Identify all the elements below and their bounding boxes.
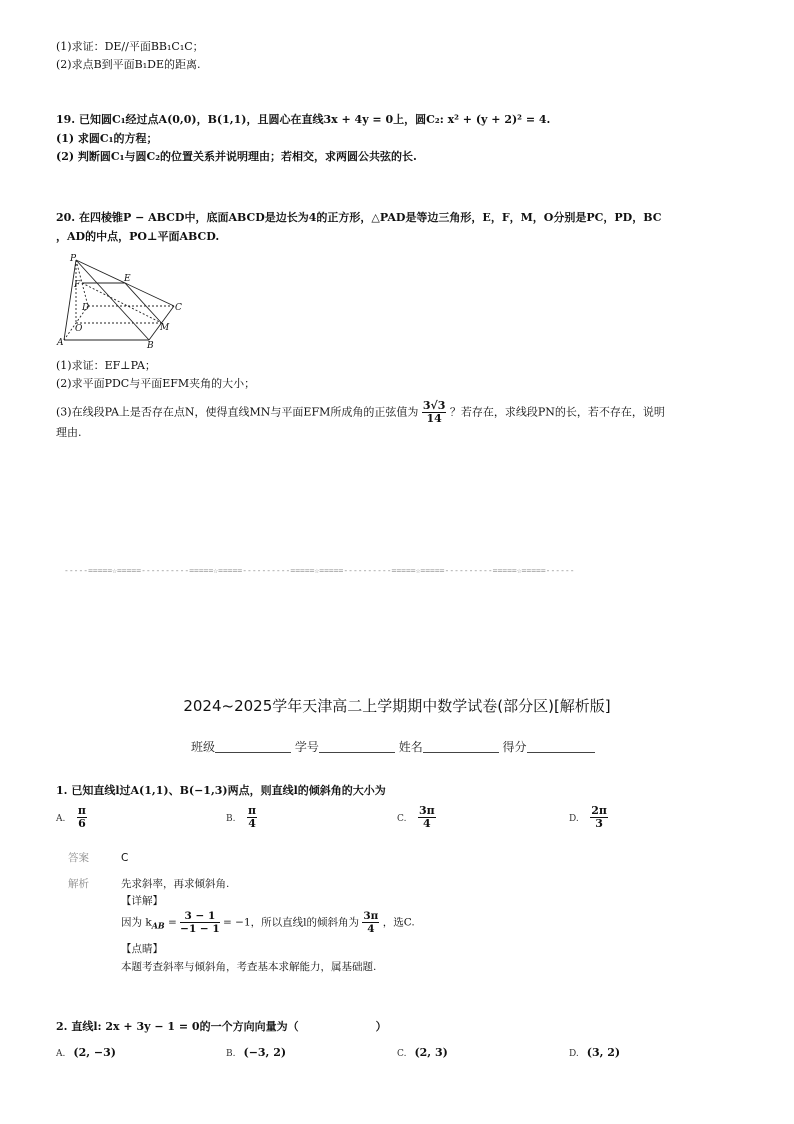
q19-part1: (1) 求圆C₁的方程； xyxy=(56,132,158,145)
option-den: 3 xyxy=(595,817,603,830)
q20-stem-line1: 20. 在四棱锥P − ABCD中，底面ABCD是边长为4的正方形，△PAD是等边三角形，E，F，M，O分别是PC，PD，BC xyxy=(56,211,662,224)
detail-a: 因为 k xyxy=(121,916,152,929)
option-letter: B. xyxy=(226,1049,236,1059)
q1-option-b xyxy=(226,805,257,830)
q20-stem-line2: ，AD的中点，PO⊥平面ABCD. xyxy=(56,230,220,243)
page-separator: -----=====☆=====----------=====☆=====----------=====☆=====----------=====☆=====----------=====☆=====------ xyxy=(64,566,575,575)
number-label: 学号 xyxy=(294,740,319,754)
option-text: (2, 3) xyxy=(414,1046,448,1059)
fig-label-D: D xyxy=(82,303,90,313)
fraction-numerator: 3√3 xyxy=(422,399,446,412)
fig-label-E: E xyxy=(124,274,131,284)
detail-ang-den: 4 xyxy=(367,923,375,935)
option-letter: C. xyxy=(397,813,407,824)
q1-option-c xyxy=(397,805,436,830)
q2-option-a xyxy=(56,1046,116,1059)
student-info-line xyxy=(191,738,595,755)
class-label: 班级 xyxy=(191,740,216,754)
detail-label: 【详解】 xyxy=(121,895,163,907)
fig-label-M: M xyxy=(160,323,170,333)
option-letter: C. xyxy=(397,1049,407,1059)
q2-option-b xyxy=(226,1046,286,1059)
answer-label: 答案 xyxy=(68,852,89,864)
option-letter: A. xyxy=(56,813,66,824)
score-blank xyxy=(527,740,595,753)
fig-label-O: O xyxy=(75,324,83,334)
detail-line xyxy=(121,910,415,935)
q19-stem: 19. 已知圆C₁经过点A(0,0)，B(1,1)，且圆心在直线3x + 4y = 0上，圆C₂: x² + (y + 2)² = 4. xyxy=(56,113,551,126)
detail-ang-num: 3π xyxy=(363,910,379,922)
analysis-line1: 先求斜率，再求倾斜角. xyxy=(121,878,230,890)
q1-option-a xyxy=(56,805,87,830)
fig-label-C: C xyxy=(175,303,182,313)
option-num: 3π xyxy=(418,804,435,817)
option-letter: D. xyxy=(569,1049,579,1059)
score-label: 得分 xyxy=(502,740,527,754)
fig-label-P: P xyxy=(70,254,77,264)
option-num: π xyxy=(247,804,257,817)
q20-part3-a: (3)在线段PA上是否存在点N，使得直线MN与平面EFM所成角的正弦值为 xyxy=(56,405,419,419)
fig-label-A: A xyxy=(57,338,64,348)
option-letter: A. xyxy=(56,1049,66,1059)
analysis-label: 解析 xyxy=(68,878,89,890)
option-letter: D. xyxy=(569,813,579,824)
fig-label-B: B xyxy=(147,341,154,348)
q1-option-d xyxy=(569,805,608,830)
q20-part2: (2)求平面PDC与平面EFM夹角的大小； xyxy=(56,377,256,390)
detail-sub: AB xyxy=(151,920,165,931)
option-den: 4 xyxy=(422,817,431,830)
q20-part3-fraction xyxy=(422,400,447,425)
q20-part3 xyxy=(56,400,665,425)
name-blank xyxy=(423,740,499,753)
q2-option-c xyxy=(397,1046,448,1059)
q19-part2: (2) 判断圆C₁与圆C₂的位置关系并说明理由；若相交，求两圆公共弦的长. xyxy=(56,150,417,163)
detail-frac-num: 3 − 1 xyxy=(180,910,220,923)
fig-label-F: F xyxy=(74,280,81,290)
detail-c: ，选C. xyxy=(382,916,415,929)
q18-part2: (2)求点B到平面B₁DE的距离. xyxy=(56,58,201,71)
detail-frac-den: −1 − 1 xyxy=(180,923,220,935)
comment-text: 本题考查斜率与倾斜角，考查基本求解能力，属基础题. xyxy=(121,961,377,973)
number-blank xyxy=(319,740,395,753)
option-letter: B. xyxy=(226,813,236,824)
option-num: π xyxy=(77,804,86,817)
q1-stem: 1. 已知直线l过A(1,1)、B(−1,3)两点，则直线l的倾斜角的大小为 xyxy=(56,784,386,797)
detail-eq: = xyxy=(164,916,181,929)
option-text: (3, 2) xyxy=(586,1046,621,1059)
fraction-denominator: 14 xyxy=(426,412,442,425)
answer-value: C xyxy=(121,852,129,864)
q2-option-d xyxy=(569,1046,620,1059)
option-den: 4 xyxy=(248,817,256,830)
q20-part3-c: 理由. xyxy=(56,426,82,439)
q2-stem: 2. 直线l: 2x + 3y − 1 = 0的一个方向向量为（ ） xyxy=(56,1020,387,1033)
option-num: 2π xyxy=(591,804,607,817)
option-text: (2, −3) xyxy=(73,1046,116,1059)
option-text: (−3, 2) xyxy=(243,1046,287,1059)
q20-part1: (1)求证：EF⊥PA； xyxy=(56,359,156,372)
q18-part1: (1)求证：DE//平面BB₁C₁C； xyxy=(56,40,204,53)
option-den: 6 xyxy=(78,817,86,830)
class-blank xyxy=(215,740,291,753)
pyramid-figure xyxy=(54,252,190,348)
detail-b: = −1，所以直线l的倾斜角为 xyxy=(223,916,360,929)
q20-part3-b: ？若存在，求线段PN的长，若不存在，说明 xyxy=(449,405,665,419)
comment-label: 【点睛】 xyxy=(121,943,163,955)
name-label: 姓名 xyxy=(398,740,423,754)
page-title: 2024~2025学年天津高二上学期期中数学试卷(部分区)[解析版] xyxy=(183,697,611,715)
